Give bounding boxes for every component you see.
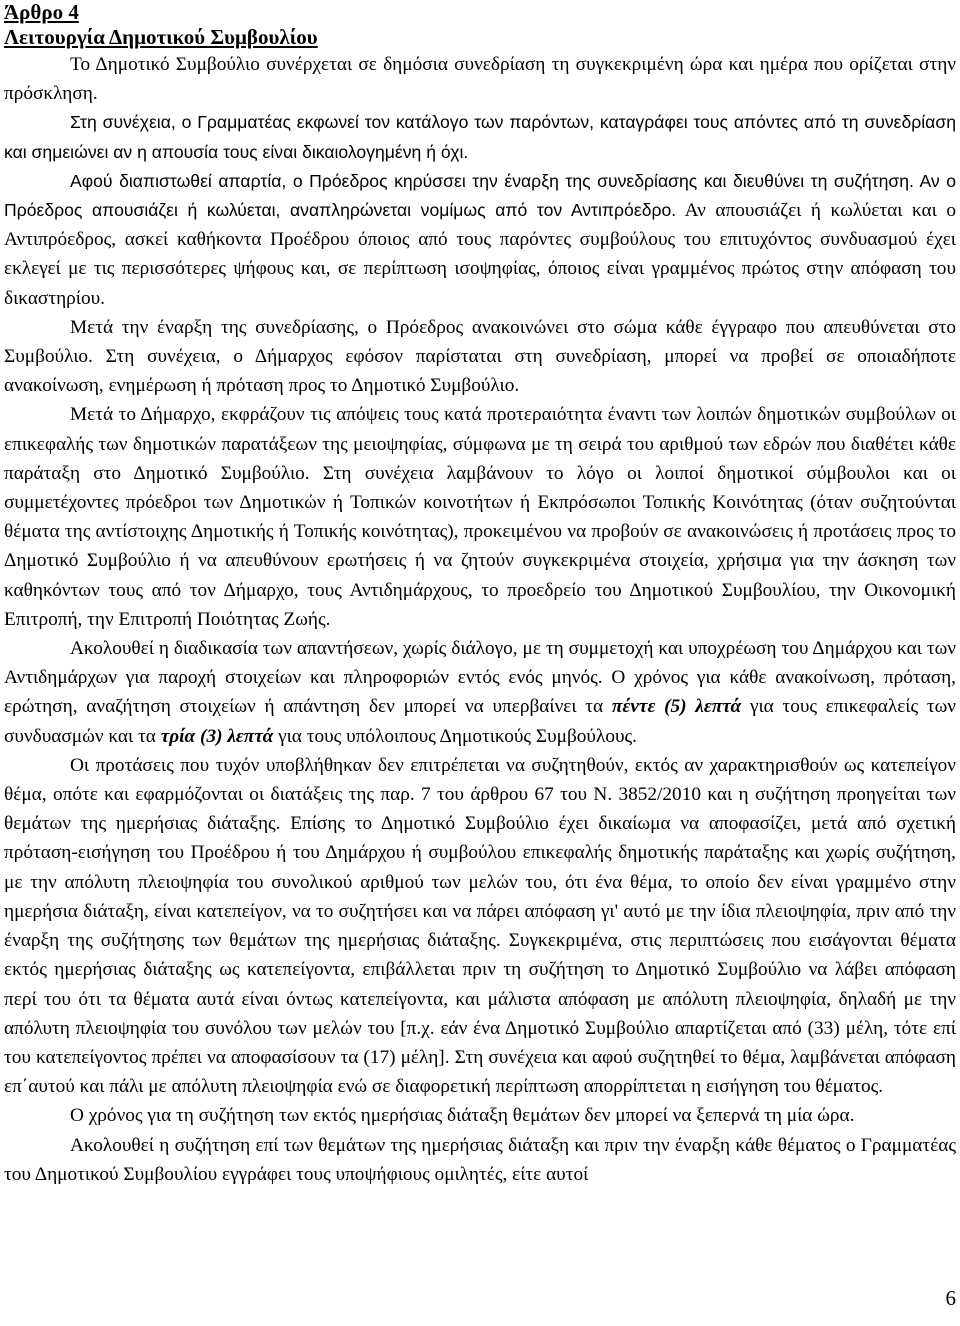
document-page — [4, 0, 956, 1189]
paragraph-2: Στη συνέχεια, ο Γραμματέας εκφωνεί τον κατάλογο των παρόντων, καταγράφει τους απόντες από τη συνεδρίαση και σημειώνει αν η απουσία τους είναι δικαιολογημένη ή όχι. — [4, 112, 956, 162]
paragraph-3 — [4, 167, 956, 313]
article-number: Άρθρο 4 — [4, 0, 79, 24]
paragraph-6-text-a: Ακολουθεί η διαδικασία των απαντήσεων, χωρίς διάλογο, με τη συμμετοχή και υποχρέωση του Δημάρχου και των Αντιδημάρχων για παροχή στοιχείων και πληροφοριών εντός ενός μηνός. Ο χρόνος για κάθε ανακοίνωση, πρόταση, ερώτηση, αναζήτηση στοιχείων ή απάντηση δεν μπορεί να υπερβαίνει τα — [4, 638, 956, 718]
paragraph-6 — [4, 634, 956, 751]
paragraph-3-serif-text: Αν απουσιάζει ή κωλύεται και ο Αντιπρόεδρος, ασκεί καθήκοντα Προέδρου όποιος από τους παρόντες συμβούλους του επιτυχόντος συνδυασμού έχει εκλεγεί με τις περισσότερες ψήφους και, σε περίπτωση ισοψηφίας, όποιος είναι γραμμένος πρώτος στην απόφαση του δικαστηρίου. — [4, 200, 956, 309]
paragraph-6-text-b: για τους επικεφαλείς των συνδυασμών και τα — [4, 696, 957, 747]
paragraph-6-text-c: για τους υπόλοιπους Δημοτικούς Συμβούλους. — [273, 725, 637, 747]
paragraph-7: Οι προτάσεις που τυχόν υποβλήθηκαν δεν επιτρέπεται να συζητηθούν, εκτός αν χαρακτηρισθούν ως κατεπείγον θέμα, οπότε και εφαρμόζονται οι διατάξεις της παρ. 7 του άρθρου 67 του Ν. 3852/2010 και η συζήτηση προηγείται των θεμάτων της ημερήσιας διάταξης. Επίσης το Δημοτικό Συμβούλιο έχει δικαίωμα να αποφασίζει, μετά από σχετική πρόταση-εισήγηση του Προέδρου ή του Δημάρχου ή συμβούλου επικεφαλής δημοτικής παράταξης και χωρίς συζήτηση, με την απόλυτη πλειοψηφία του συνολικού αριθμού των μελών του, ότι ένα θέμα, το οποίο δεν είναι γραμμένο στην ημερήσια διάταξη, είναι κατεπείγον, να το συζητήσει και να πάρει απόφαση γι' αυτό με την ίδια πλειοψηφία, πριν από την έναρξη της συζήτησης των θεμάτων της ημερήσιας διάταξης. Συγκεκριμένα, στις περιπτώσεις που εισάγονται θέματα εκτός ημερήσιας διάταξης ως κατεπείγοντα, επιβάλλεται πριν τη συζήτηση το Δημοτικό Συμβούλιο να λάβει απόφαση περί του ότι τα θέματα αυτά είναι όντως κατεπείγοντα, και μάλιστα απόφαση με απόλυτη πλειοψηφία, δηλαδή με την απόλυτη πλειοψηφία του συνόλου των μελών του [π.χ. εάν ένα Δημοτικό Συμβούλιο απαρτίζεται από (33) μέλη, τότε επί του κατεπείγοντος πρέπει να αποφασίσουν τα (17) μέλη]. Στη συνέχεια και αφού συζητηθεί το θέμα, λαμβάνεται απόφαση επ΄αυτού και πάλι με απόλυτη πλειοψηφία ενώ σε διαφορετική περίπτωση απορρίπτεται η εισήγηση του θέματος. — [4, 754, 956, 1098]
paragraph-3-sans-text: Αφού διαπιστωθεί απαρτία, ο Πρόεδρος κηρύσσει την έναρξη της συνεδρίασης και διευθύνει τη συζήτηση. Αν ο Πρόεδρος απουσιάζει ή κωλύεται, αναπληρώνεται νομίμως από τον Αντιπρόεδρο. — [4, 170, 956, 221]
paragraph-5: Μετά το Δήμαρχο, εκφράζουν τις απόψεις τους κατά προτεραιότητα έναντι των λοιπών δημοτικών συμβούλων οι επικεφαλής των δημοτικών παρατάξεων της μειοψηφίας, σύμφωνα με τη σειρά του αριθμού των εδρών που διαθέτει κάθε παράταξη στο Δημοτικό Συμβούλιο. Στη συνέχεια λαμβάνουν το λόγο οι λοιποί δημοτικοί σύμβουλοι και οι συμμετέχοντες πρόεδροι των Δημοτικών ή Τοπικών κοινοτήτων ή Εκπρόσωποι Τοπικής Κοινότητας (όταν συζητούνται θέματα της αντίστοιχης Δημοτικής ή Τοπικής κοινότητας), προκειμένου να προβούν σε ανακοινώσεις ή προτάσεις προς το Δημοτικό Συμβούλιο ή να απευθύνουν ερωτήσεις ή να ζητούν συγκεκριμένα στοιχεία, χρήσιμα για την άσκηση των καθηκόντων τους από τον Δήμαρχο, τους Αντιδημάρχους, το προεδρείο του Δημοτικού Συμβουλίου, την Οικονομική Επιτροπή, την Επιτροπή Ποιότητας Ζωής. — [4, 404, 956, 630]
paragraph-8: Ο χρόνος για τη συζήτηση των εκτός ημερήσιας διάταξη θεμάτων δεν μπορεί να ξεπερνά τη μία ώρα. — [70, 1105, 855, 1127]
paragraph-9: Ακολουθεί η συζήτηση επί των θεμάτων της ημερήσιας διάταξη και πριν την έναρξη κάθε θέματος ο Γραμματέας του Δημοτικού Συμβουλίου εγγράφει τους υποψήφιους ομιλητές, είτε αυτοί — [4, 1134, 956, 1185]
article-title: Λειτουργία Δημοτικού Συμβουλίου — [4, 25, 318, 49]
five-minutes-emphasis: πέντε (5) λεπτά — [611, 696, 742, 718]
paragraph-1: Το Δημοτικό Συμβούλιο συνέρχεται σε δημόσια συνεδρίαση τη συγκεκριμένη ώρα και ημέρα που ορίζεται στην πρόσκληση. — [4, 54, 956, 105]
paragraph-4: Μετά την έναρξη της συνεδρίασης, ο Πρόεδρος ανακοινώνει στο σώμα κάθε έγγραφο που απευθύνεται στο Συμβούλιο. Στη συνέχεια, ο Δήμαρχος εφόσον παρίσταται στη συνεδρίαση, μπορεί να προβεί σε οποιαδήποτε ανακοίνωση, ενημέρωση ή πρόταση προς το Δημοτικό Συμβούλιο. — [4, 316, 956, 397]
page-number: 6 — [945, 1286, 956, 1310]
three-minutes-emphasis: τρία (3) λεπτά — [160, 725, 274, 747]
